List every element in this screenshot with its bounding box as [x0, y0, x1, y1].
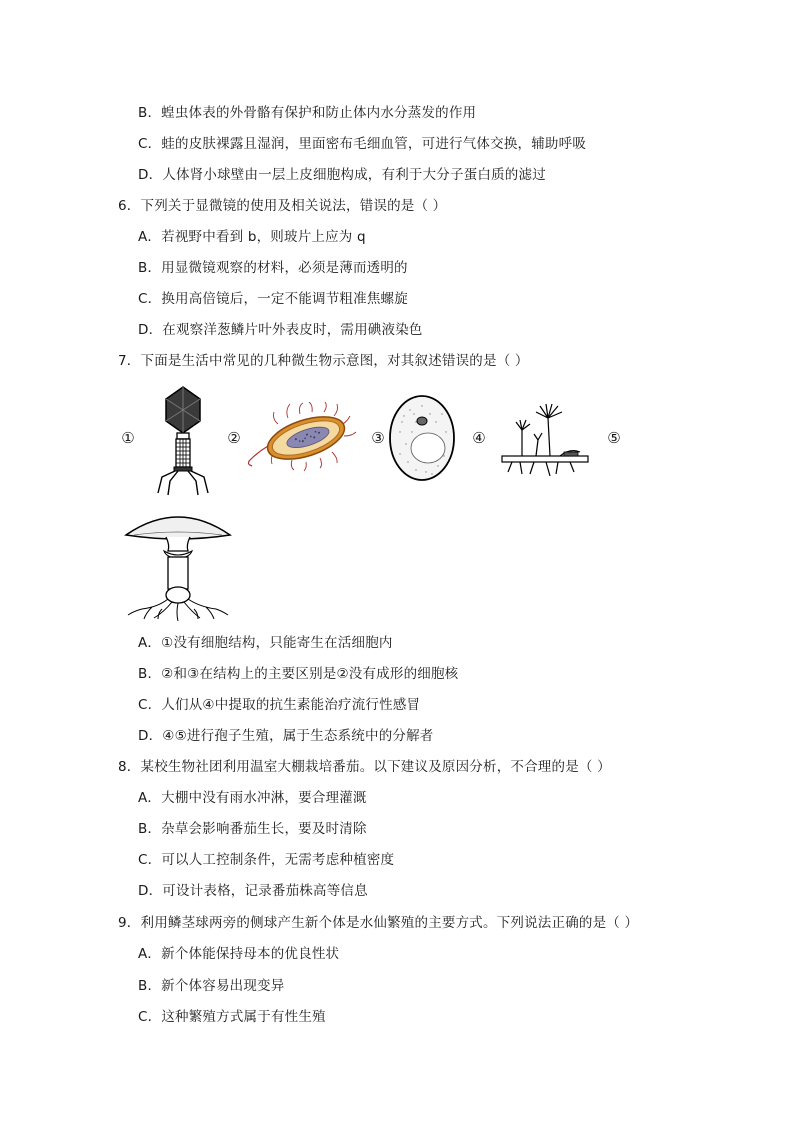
q5-option-c: C．蛙的皮肤裸露且湿润，里面密布毛细血管，可进行气体交换，辅助呼吸	[138, 136, 587, 152]
q8-option-a: A．大棚中没有雨水冲淋，要合理灌溉	[138, 790, 367, 806]
q7-stem: 7．下面是生活中常见的几种微生物示意图，对其叙述错误的是（ ）	[118, 353, 529, 369]
q9-option-a: A．新个体能保持母本的优良性状	[138, 946, 340, 962]
q5-option-b: B．蝗虫体表的外骨骼有保护和防止体内水分蒸发的作用	[138, 105, 477, 121]
q7-option-a: A．①没有细胞结构，只能寄生在活细胞内	[138, 635, 393, 651]
q7-option-b: B．②和③在结构上的主要区别是②没有成形的细胞核	[138, 666, 459, 682]
q8-option-b: B．杂草会影响番茄生长，要及时清除	[138, 821, 367, 837]
figure-label-4: ④	[472, 429, 486, 447]
q6-option-a: A．若视野中看到 b，则玻片上应为 q	[138, 229, 366, 245]
figure-label-1: ①	[121, 429, 135, 447]
mushroom-icon	[122, 505, 234, 625]
figure-label-5: ⑤	[607, 429, 621, 447]
q8-option-c: C．可以人工控制条件，无需考虑种植密度	[138, 852, 395, 868]
q7-option-d: D．④⑤进行孢子生殖，属于生态系统中的分解者	[138, 728, 434, 744]
q5-option-d: D．人体肾小球壁由一层上皮细胞构成，有利于大分子蛋白质的滤过	[138, 167, 546, 183]
yeast-icon	[386, 392, 458, 484]
q7-option-c: C．人们从④中提取的抗生素能治疗流行性感冒	[138, 697, 421, 713]
virus-icon	[148, 385, 218, 497]
figure-label-3: ③	[371, 429, 385, 447]
q8-option-d: D．可设计表格，记录番茄株高等信息	[138, 883, 368, 899]
q8-stem: 8．某校生物社团利用温室大棚栽培番茄。以下建议及原因分析，不合理的是（ ）	[118, 759, 611, 775]
q9-stem: 9．利用鳞茎球两旁的侧球产生新个体是水仙繁殖的主要方式。下列说法正确的是（ ）	[118, 915, 639, 931]
figure-label-2: ②	[227, 429, 241, 447]
q6-option-b: B．用显微镜观察的材料，必须是薄而透明的	[138, 260, 408, 276]
q6-option-d: D．在观察洋葱鳞片叶外表皮时，需用碘液染色	[138, 322, 423, 338]
q9-option-c: C．这种繁殖方式属于有性生殖	[138, 1009, 326, 1025]
q6-option-c: C．换用高倍镜后，一定不能调节粗准焦螺旋	[138, 291, 408, 307]
mold-icon	[500, 400, 592, 480]
q9-option-b: B．新个体容易出现变异	[138, 978, 285, 994]
bacterium-icon	[248, 402, 360, 472]
q6-stem: 6．下列关于显微镜的使用及相关说法，错误的是（ ）	[118, 198, 447, 214]
